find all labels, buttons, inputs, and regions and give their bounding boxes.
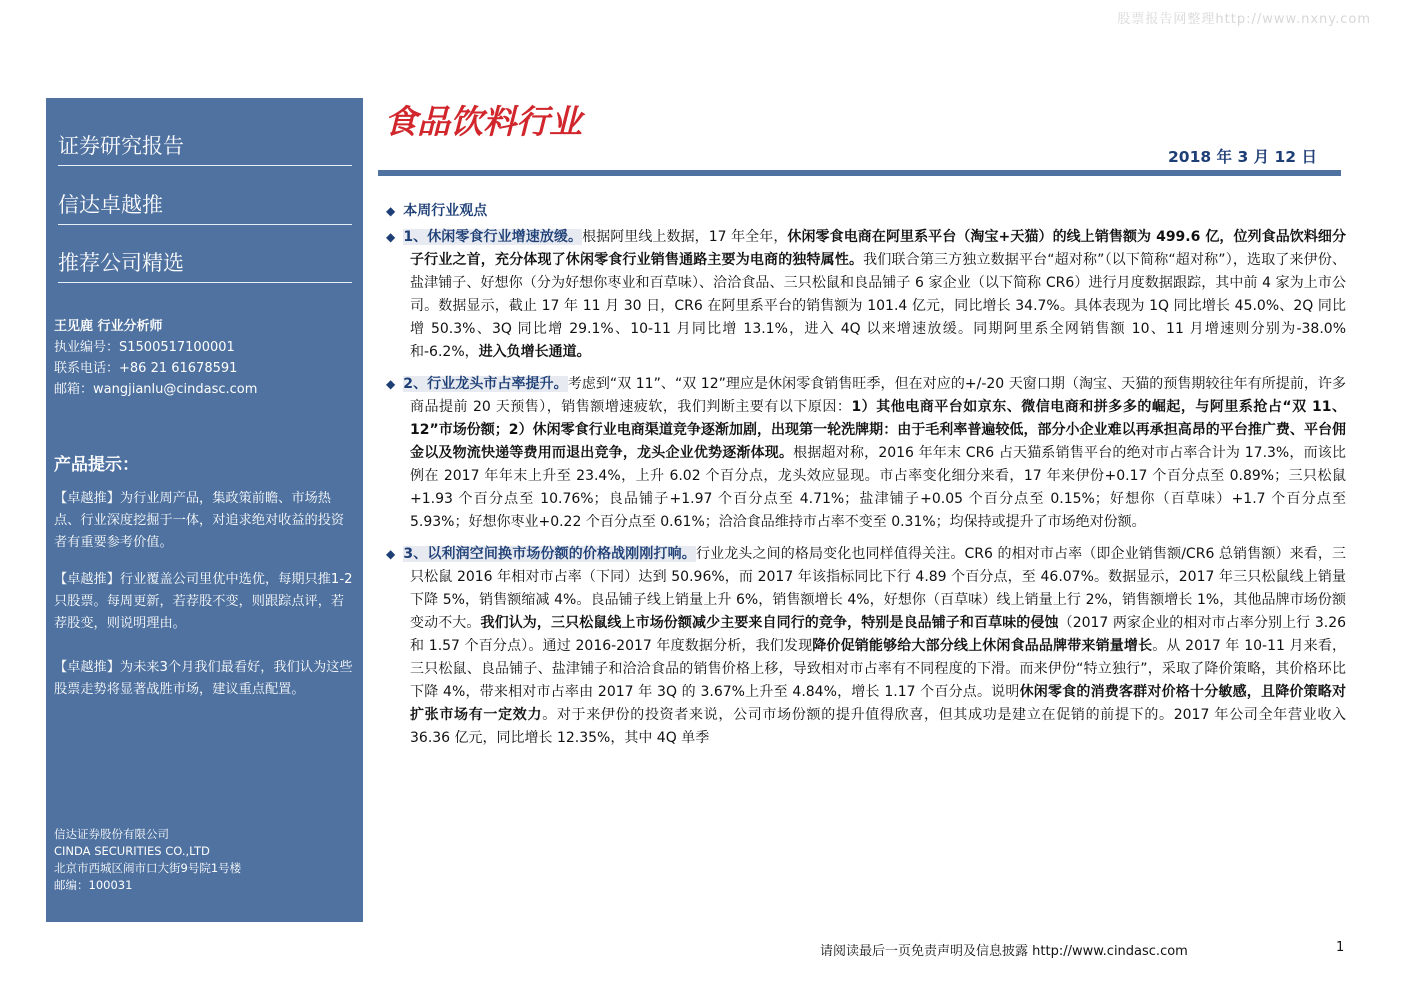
paragraph-1-bold-2: 进入负增长通道。 — [478, 344, 591, 360]
page-number: 1 — [1336, 940, 1345, 955]
company-address: 北京市西城区闹市口大街9号院1号楼 — [54, 861, 242, 875]
company-info — [54, 826, 241, 894]
paragraph-3-text-4: 。对于来伊份的投资者来说，公司市场份额的提升值得欣喜，但其成功是建立在促销的前提下的。2017 年公司全年营业收入 36.36 亿元，同比增长 12.35%，其中 4Q 单季 — [410, 707, 1347, 746]
paragraph-3-text-2: （2017 两家企业的相对市占率分别上行 3.26 和 1.57 个百分点）。通过 2016-2017 年度数据分析，我们发现 — [410, 615, 1347, 654]
analyst-license: 执业编号：S1500517100001 — [54, 340, 235, 355]
diamond-bullet-icon: ◆ — [386, 547, 396, 561]
paragraph-3-bold-3: 休闲零食的消费客群对价格十分敏感，且降价策略对扩张市场有一定效力 — [410, 684, 1346, 723]
product-hint-2: 【卓越推】行业覆盖公司里优中选优，每期只推1-2只股票。每周更新，若荐股不变，则跟踪点评，若荐股变，则说明理由。 — [54, 572, 353, 631]
company-name-en: CINDA SECURITIES CO.,LTD — [54, 844, 210, 858]
paragraph-1-bold-1: 休闲零食电商在阿里系平台（淘宝+天猫）的线上销售额为 499.6 亿，位列食品饮料细分子行业之首，充分体现了休闲零食行业销售通路主要为电商的独特属性。 — [410, 229, 1347, 268]
paragraph-1 — [386, 226, 1346, 364]
paragraph-1-lead: 1、休闲零食行业增速放缓。 — [403, 229, 583, 245]
diamond-bullet-icon: ◆ — [386, 204, 396, 218]
paragraph-2-text-1: 考虑到“双 11”、“双 12”理应是休闲零食销售旺季，但在对应的+/-20 天窗口期（淘宝、天猫的预售期较往年有所提前，许多商品提前 20 天预售），销售额增速疲软，我们判断主要有以下原因： — [410, 376, 1346, 415]
sidebar — [46, 98, 363, 922]
paragraph-3-text-3: 。从 2017 年 10-11 月来看，三只松鼠、良品铺子、盐津铺子和洽洽食品的销售价格上移，导致相对市占率有不同程度的下滑。而来伊份“特立独行”，采取了降价策略，其价格环比下降 4%，带来相对市占率由 2017 年 3Q 的 3.67%上升至 4.84%，增长 1.17 个百分点。说明 — [410, 638, 1346, 700]
product-hints-title: 产品提示： — [54, 455, 139, 475]
diamond-bullet-icon: ◆ — [386, 230, 396, 244]
diamond-bullet-icon: ◆ — [386, 377, 396, 391]
analyst-info — [54, 316, 257, 400]
footer-disclaimer[interactable]: 请阅读最后一页免责声明及信息披露 http://www.cindasc.com — [820, 944, 1188, 959]
company-name-cn: 信达证券股份有限公司 — [54, 827, 169, 841]
paragraph-3-lead: 3、以利润空间换市场份额的价格战刚刚打响。 — [403, 546, 696, 562]
company-postcode: 邮编：100031 — [54, 878, 133, 892]
paragraph-2 — [386, 373, 1346, 534]
report-date: 2018 年 3 月 12 日 — [1168, 148, 1317, 166]
paragraph-2-bold-1: 1）其他电商平台如京东、微信电商和拼多多的崛起，与阿里系抢占“双 11、12”市场份额；2）休闲零食行业电商渠道竞争逐渐加剧，出现第一轮洗牌期：由于毛利率普遍较低，部分小企业难以再承担高昂的平台推广费、平台佣金以及物流快递等费用而退出竞争，龙头企业优势逐渐体现。 — [410, 399, 1346, 461]
watermark-text: 股票报告网整理http://www.nxny.com — [1117, 12, 1371, 27]
product-hint-3: 【卓越推】为未来3个月我们最看好，我们认为这些股票走势将显著战胜市场，建议重点配置。 — [54, 660, 353, 697]
paragraph-1-text-2: 我们联合第三方独立数据平台“超对称”（以下简称“超对称”），选取了来伊份、盐津铺子、好想你（分为好想你枣业和百草味）、洽洽食品、三只松鼠和良品铺子 6 家企业（以下简称 CR6）进行月度数据跟踪，其中前 4 家为上市公司。数据显示，截止 17 年 11 月 30 日，CR6 在阿里系平台的销售额为 101.4 亿元，同比增长 34.7%。具体表现为 1Q 同比增长 45.0%、2Q 同比增 50.3%、3Q 同比增 29.1%、10-11 月同比增 13.1%，进入 4Q 以来增速放缓。同期阿里系全网销售额 10、11 月增速则分别为-38.0%和-6.2%， — [410, 252, 1346, 360]
section-heading — [386, 200, 1346, 220]
paragraph-3 — [386, 543, 1346, 750]
header-divider — [378, 170, 1341, 176]
sidebar-title-report: 证券研究报告 — [58, 130, 352, 166]
section-heading-text: 本周行业观点 — [403, 203, 488, 219]
report-body — [386, 200, 1346, 759]
analyst-name: 王见鹿 行业分析师 — [54, 319, 163, 334]
paragraph-3-text-1: 行业龙头之间的格局变化也同样值得关注。CR6 的相对市占率（即企业销售额/CR6 总销售额）来看，三只松鼠 2016 年相对市占率（下同）达到 50.96%，而 2017 年该指标同比下行 4.89 个百分点，至 46.07%。数据显示，2017 年三只松鼠线上销量下降 5%，销售额缩减 4%。良品铺子线上销量上升 6%，销售额增长 4%，好想你（百草味）线上销量上行 2%，销售额增长 1%，其他品牌市场份额变动不大。 — [410, 546, 1347, 631]
paragraph-1-text-1: 根据阿里线上数据，17 年全年， — [582, 229, 788, 245]
sidebar-title-product: 信达卓越推 — [58, 189, 352, 225]
sidebar-title-selection: 推荐公司精选 — [58, 247, 352, 283]
paragraph-3-bold-2: 降价促销能够给大部分线上休闲食品品牌带来销量增长 — [812, 638, 1153, 654]
paragraph-3-bold-1: 我们认为，三只松鼠线上市场份额减少主要来自同行的竞争，特别是良品铺子和百草味的侵蚀 — [480, 615, 1059, 631]
paragraph-2-text-2: 根据超对称，2016 年年末 CR6 占天猫系销售平台的绝对市占率合计为 17.3%，而该比例在 2017 年年末上升至 23.4%，上升 6.02 个百分点，龙头效应显现。市占率变化细分来看，17 年来伊份+0.17 个百分点至 0.89%；三只松鼠+1.93 个百分点至 10.76%；良品铺子+1.97 个百分点至 4.71%；盐津铺子+0.05 个百分点至 0.15%；好想你（百草味）+1.7 个百分点至 5.93%；好想你枣业+0.22 个百分点至 0.61%；洽洽食品维持市占率不变至 0.31%；均保持或提升了市场绝对份额。 — [410, 445, 1346, 530]
sector-title: 食品饮料行业 — [384, 102, 582, 141]
analyst-email[interactable]: 邮箱：wangjianlu@cindasc.com — [54, 382, 258, 397]
paragraph-2-lead: 2、行业龙头市占率提升。 — [403, 376, 568, 392]
analyst-phone: 联系电话：+86 21 61678591 — [54, 361, 238, 376]
product-hint-1: 【卓越推】为行业周产品，集政策前瞻、市场热点、行业深度挖掘于一体，对追求绝对收益的投资者有重要参考价值。 — [54, 491, 345, 550]
